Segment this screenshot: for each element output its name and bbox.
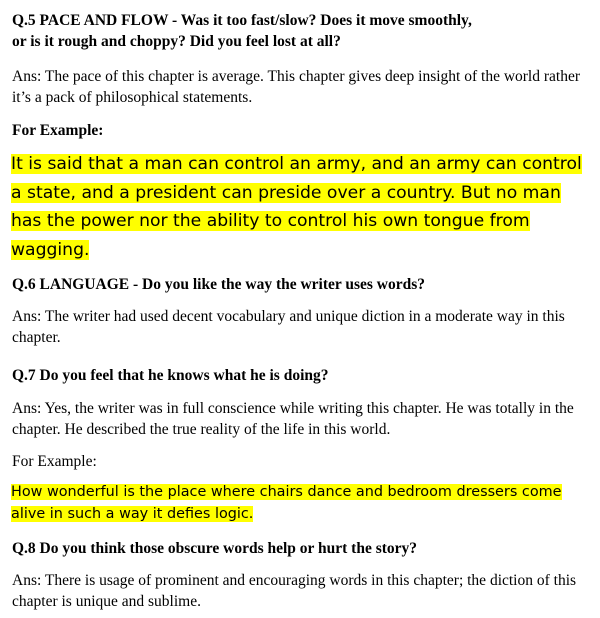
- answer-5: Ans: The pace of this chapter is average. This chapter gives deep insight of the world rather it’s a pack of philosophical statements.: [12, 68, 581, 106]
- answer-7: Ans: Yes, the writer was in full conscience while writing this chapter. He was totally in the chapter. He described the true reality of the life in this world.: [12, 400, 574, 438]
- question-5-line-1: Q.5 PACE AND FLOW - Was it too fast/slow? Does it move smoothly,: [12, 12, 472, 29]
- example-7-label: For Example:: [12, 453, 97, 470]
- example-5-label: For Example:: [12, 122, 104, 139]
- question-8-heading: Q.8 Do you think those obscure words help or hurt the story?: [12, 540, 418, 557]
- question-6-heading: Q.6 LANGUAGE - Do you like the way the writer uses words?: [12, 276, 426, 293]
- example-7-text: How wonderful is the place where chairs dance and bedroom dressers come alive in such a way it defies logic.: [11, 484, 562, 522]
- answer-8: Ans: There is usage of prominent and encouraging words in this chapter; the diction of this chapter is unique and sublime.: [12, 572, 577, 610]
- question-5-line-2: or is it rough and choppy? Did you feel lost at all?: [12, 33, 341, 50]
- question-5-heading: [12, 10, 592, 52]
- example-5-highlight: [11, 150, 591, 264]
- example-7-highlight: [11, 481, 591, 525]
- question-5-section: [12, 10, 592, 52]
- answer-6: Ans: The writer had used decent vocabulary and unique diction in a moderate way in this chapter.: [12, 308, 565, 346]
- question-7-heading: Q.7 Do you feel that he knows what he is doing?: [12, 367, 329, 384]
- example-5-text: It is said that a man can control an army, and an army can control a state, and a president can preside over a country. But no man has the power nor the ability to control his own tongue from wagging.: [11, 154, 582, 260]
